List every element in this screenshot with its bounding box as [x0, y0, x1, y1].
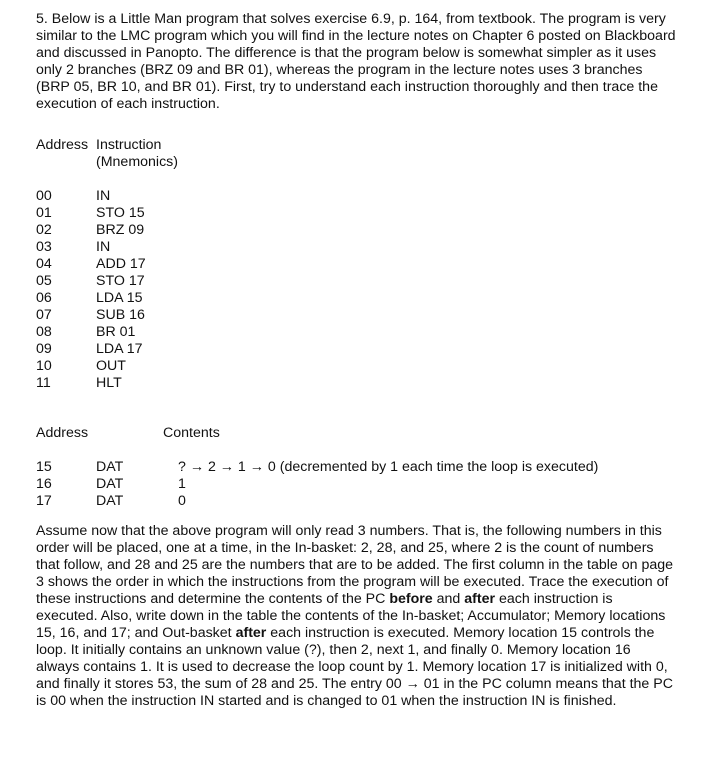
data-address: 17 — [36, 493, 52, 509]
program-instruction: LDA 17 — [96, 341, 143, 357]
program-instruction: BRZ 09 — [96, 222, 145, 238]
program-address: 09 — [36, 341, 52, 357]
program-address: 10 — [36, 358, 52, 374]
data-contents: 0 — [178, 493, 186, 509]
program-instruction-header: Instruction — [96, 137, 162, 153]
program-address: 04 — [36, 256, 52, 272]
program-instruction: HLT — [96, 375, 122, 391]
program-address: 07 — [36, 307, 52, 323]
program-address: 11 — [36, 375, 51, 391]
assume-text-3: each instruction is executed. Also, write down in the table the contents of the In-basket; Accumulator; Memory locations 15, 16, and 17; and Out-basket — [36, 591, 666, 641]
program-instruction: SUB 16 — [96, 307, 145, 323]
program-address: 06 — [36, 290, 52, 306]
data-address: 16 — [36, 476, 52, 492]
program-address-header: Address — [36, 137, 89, 153]
assume-bold-after-2: after — [235, 625, 267, 641]
program-instruction: ADD 17 — [96, 256, 146, 272]
program-instruction: IN — [96, 239, 111, 255]
assume-bold-before: before — [389, 591, 433, 607]
program-address: 00 — [36, 188, 52, 204]
program-address: 02 — [36, 222, 52, 238]
data-address: 15 — [36, 459, 52, 475]
program-instruction: STO 15 — [96, 205, 145, 221]
program-instruction: IN — [96, 188, 111, 204]
assume-text-2: and — [436, 591, 461, 607]
intro-paragraph: 5. Below is a Little Man program that solves exercise 6.9, p. 164, from textbook. The program is very similar to the LMC program which you will find in the lecture notes on Chapter 6 posted on Blackboard and discussed in Panopto. The difference is that the program below is somewhat simpler as it uses only 2 branches (BRZ 09 and BR 01), whereas the program in the lecture notes uses 3 branches (BRP 05, BR 10, and BR 01). First, try to understand each instruction thoroughly and then trace the execution of each instruction. — [36, 11, 676, 112]
program-instruction: STO 17 — [96, 273, 145, 289]
data-type: DAT — [96, 459, 124, 475]
assume-text-4: each instruction is executed. Memory location 15 controls the loop. It initially contains an unknown value (?), then 2, next 1, and finally 0. Memory location 16 always contains 1. It is used to decrease the loop count by 1. Memory location 17 is initialized with 0, and finally it stores 53, the sum of 28 and 25. The entry 00 → 01 in the PC column means that the PC is 00 when the instruction IN started and is changed to 01 when the instruction IN is finished. — [36, 625, 673, 709]
data-type: DAT — [96, 493, 124, 509]
program-instruction: BR 01 — [96, 324, 136, 340]
program-instruction-subheader: (Mnemonics) — [96, 154, 178, 170]
data-address-header: Address — [36, 425, 89, 441]
data-type: DAT — [96, 476, 124, 492]
program-address: 03 — [36, 239, 52, 255]
program-address: 05 — [36, 273, 52, 289]
assume-bold-after: after — [464, 591, 496, 607]
data-contents-header: Contents — [163, 425, 220, 441]
program-address: 01 — [36, 205, 52, 221]
program-instruction: OUT — [96, 358, 126, 374]
assume-text-1: Assume now that the above program will only read 3 numbers. That is, the following numbers in this order will be placed, one at a time, in the In-basket: 2, 28, and 25, where 2 is the count of numbers that follow, and 28 and 25 are the numbers that are to be added. The first column in the table on page 3 shows the order in which the instructions from the program will be executed. Trace the execution of these instructions and determine the contents of the PC — [36, 523, 674, 607]
data-contents: 1 — [178, 476, 186, 492]
assume-paragraph — [36, 523, 676, 710]
program-instruction: LDA 15 — [96, 290, 143, 306]
program-address: 08 — [36, 324, 52, 340]
data-contents: ? → 2 → 1 → 0 (decremented by 1 each time the loop is executed) — [178, 459, 599, 475]
